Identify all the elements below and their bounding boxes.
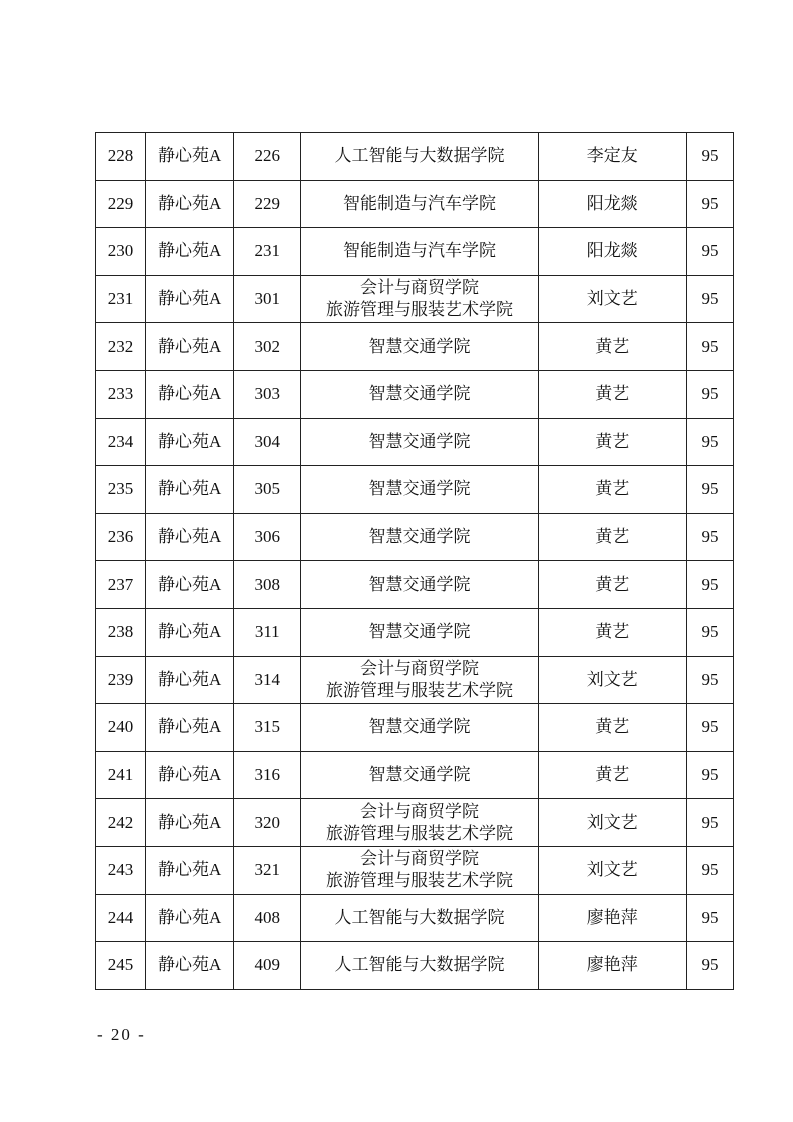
teacher-cell: 黄艺 [538, 751, 686, 799]
room-number-cell: 303 [234, 370, 301, 418]
serial-number-cell: 232 [96, 323, 146, 371]
college-line: 会计与商贸学院 [359, 658, 479, 678]
serial-number-cell: 235 [96, 466, 146, 514]
room-number-cell: 304 [234, 418, 301, 466]
college-line: 智慧交通学院 [368, 622, 471, 642]
table-row [96, 513, 734, 561]
teacher-cell: 阳龙燚 [538, 228, 686, 276]
college-cell [301, 228, 538, 276]
score-cell: 95 [686, 656, 733, 704]
room-number-cell: 231 [234, 228, 301, 276]
room-number-cell: 408 [234, 894, 301, 942]
score-cell: 95 [686, 370, 733, 418]
table-row [96, 275, 734, 323]
teacher-cell: 刘文艺 [538, 846, 686, 894]
serial-number-cell: 241 [96, 751, 146, 799]
teacher-cell: 黄艺 [538, 608, 686, 656]
room-number-cell: 226 [234, 133, 301, 181]
building-cell: 静心苑A [146, 846, 234, 894]
score-cell: 95 [686, 133, 733, 181]
table-row [96, 466, 734, 514]
building-cell: 静心苑A [146, 133, 234, 181]
building-cell: 静心苑A [146, 751, 234, 799]
table-row [96, 418, 734, 466]
serial-number-cell: 229 [96, 180, 146, 228]
table-row [96, 608, 734, 656]
college-cell [301, 466, 538, 514]
table-row [96, 180, 734, 228]
teacher-cell: 黄艺 [538, 370, 686, 418]
college-cell [301, 370, 538, 418]
building-cell: 静心苑A [146, 894, 234, 942]
college-cell [301, 561, 538, 609]
college-cell [301, 513, 538, 561]
building-cell: 静心苑A [146, 418, 234, 466]
score-cell: 95 [686, 418, 733, 466]
building-cell: 静心苑A [146, 608, 234, 656]
college-cell [301, 751, 538, 799]
college-line: 智慧交通学院 [368, 431, 471, 451]
serial-number-cell: 243 [96, 846, 146, 894]
score-cell: 95 [686, 228, 733, 276]
serial-number-cell: 230 [96, 228, 146, 276]
college-cell [301, 656, 538, 704]
college-line: 智慧交通学院 [368, 336, 471, 356]
teacher-cell: 黄艺 [538, 323, 686, 371]
serial-number-cell: 240 [96, 704, 146, 752]
building-cell: 静心苑A [146, 799, 234, 847]
building-cell: 静心苑A [146, 323, 234, 371]
serial-number-cell: 233 [96, 370, 146, 418]
score-cell: 95 [686, 466, 733, 514]
score-cell: 95 [686, 275, 733, 323]
college-line: 人工智能与大数据学院 [334, 955, 505, 975]
teacher-cell: 黄艺 [538, 513, 686, 561]
building-cell: 静心苑A [146, 275, 234, 323]
score-cell: 95 [686, 704, 733, 752]
room-number-cell: 302 [234, 323, 301, 371]
room-number-cell: 409 [234, 942, 301, 990]
table-row [96, 894, 734, 942]
building-cell: 静心苑A [146, 370, 234, 418]
teacher-cell: 刘文艺 [538, 656, 686, 704]
table-row [96, 133, 734, 181]
table-row [96, 942, 734, 990]
room-number-cell: 320 [234, 799, 301, 847]
score-cell: 95 [686, 513, 733, 561]
teacher-cell: 刘文艺 [538, 275, 686, 323]
college-cell [301, 846, 538, 894]
serial-number-cell: 231 [96, 275, 146, 323]
college-line: 会计与商贸学院 [359, 278, 479, 298]
table-row [96, 846, 734, 894]
table-row [96, 656, 734, 704]
college-cell [301, 942, 538, 990]
page-number: - 20 - [97, 1025, 146, 1044]
score-cell: 95 [686, 894, 733, 942]
score-cell: 95 [686, 608, 733, 656]
college-line: 人工智能与大数据学院 [334, 146, 505, 166]
college-line: 智慧交通学院 [368, 479, 471, 499]
score-cell: 95 [686, 799, 733, 847]
table-row [96, 751, 734, 799]
serial-number-cell: 239 [96, 656, 146, 704]
college-line: 智慧交通学院 [368, 384, 471, 404]
college-cell [301, 894, 538, 942]
serial-number-cell: 238 [96, 608, 146, 656]
college-cell [301, 799, 538, 847]
college-cell [301, 323, 538, 371]
college-line: 旅游管理与服装艺术学院 [325, 823, 513, 843]
college-cell [301, 133, 538, 181]
room-number-cell: 306 [234, 513, 301, 561]
score-cell: 95 [686, 846, 733, 894]
serial-number-cell: 228 [96, 133, 146, 181]
teacher-cell: 阳龙燚 [538, 180, 686, 228]
college-line: 人工智能与大数据学院 [334, 907, 505, 927]
college-line: 智慧交通学院 [368, 717, 471, 737]
college-line: 会计与商贸学院 [359, 849, 479, 869]
room-number-cell: 308 [234, 561, 301, 609]
teacher-cell: 李定友 [538, 133, 686, 181]
college-cell [301, 704, 538, 752]
table-row [96, 370, 734, 418]
room-number-cell: 321 [234, 846, 301, 894]
room-number-cell: 314 [234, 656, 301, 704]
room-number-cell: 301 [234, 275, 301, 323]
teacher-cell: 黄艺 [538, 466, 686, 514]
table-row [96, 228, 734, 276]
table-row [96, 799, 734, 847]
college-cell [301, 608, 538, 656]
room-number-cell: 229 [234, 180, 301, 228]
score-cell: 95 [686, 942, 733, 990]
building-cell: 静心苑A [146, 228, 234, 276]
teacher-cell: 刘文艺 [538, 799, 686, 847]
teacher-cell: 黄艺 [538, 561, 686, 609]
room-number-cell: 316 [234, 751, 301, 799]
serial-number-cell: 237 [96, 561, 146, 609]
table-row [96, 704, 734, 752]
college-line: 旅游管理与服装艺术学院 [325, 300, 513, 320]
teacher-cell: 廖艳萍 [538, 942, 686, 990]
score-cell: 95 [686, 180, 733, 228]
college-cell [301, 418, 538, 466]
serial-number-cell: 244 [96, 894, 146, 942]
building-cell: 静心苑A [146, 180, 234, 228]
building-cell: 静心苑A [146, 942, 234, 990]
college-line: 智慧交通学院 [368, 527, 471, 547]
room-number-cell: 305 [234, 466, 301, 514]
room-number-cell: 315 [234, 704, 301, 752]
college-line: 旅游管理与服装艺术学院 [325, 871, 513, 891]
teacher-cell: 黄艺 [538, 704, 686, 752]
building-cell: 静心苑A [146, 656, 234, 704]
score-cell: 95 [686, 561, 733, 609]
score-cell: 95 [686, 323, 733, 371]
dormitory-score-table [95, 132, 734, 990]
college-line: 智能制造与汽车学院 [342, 193, 496, 213]
building-cell: 静心苑A [146, 704, 234, 752]
serial-number-cell: 245 [96, 942, 146, 990]
building-cell: 静心苑A [146, 513, 234, 561]
table-row [96, 323, 734, 371]
serial-number-cell: 242 [96, 799, 146, 847]
serial-number-cell: 234 [96, 418, 146, 466]
college-line: 智慧交通学院 [368, 765, 471, 785]
college-cell [301, 180, 538, 228]
building-cell: 静心苑A [146, 561, 234, 609]
college-cell [301, 275, 538, 323]
table-row [96, 561, 734, 609]
college-line: 旅游管理与服装艺术学院 [325, 680, 513, 700]
building-cell: 静心苑A [146, 466, 234, 514]
college-line: 智慧交通学院 [368, 574, 471, 594]
room-number-cell: 311 [234, 608, 301, 656]
score-cell: 95 [686, 751, 733, 799]
teacher-cell: 廖艳萍 [538, 894, 686, 942]
teacher-cell: 黄艺 [538, 418, 686, 466]
serial-number-cell: 236 [96, 513, 146, 561]
table-body [96, 133, 734, 990]
college-line: 会计与商贸学院 [359, 801, 479, 821]
college-line: 智能制造与汽车学院 [342, 241, 496, 261]
